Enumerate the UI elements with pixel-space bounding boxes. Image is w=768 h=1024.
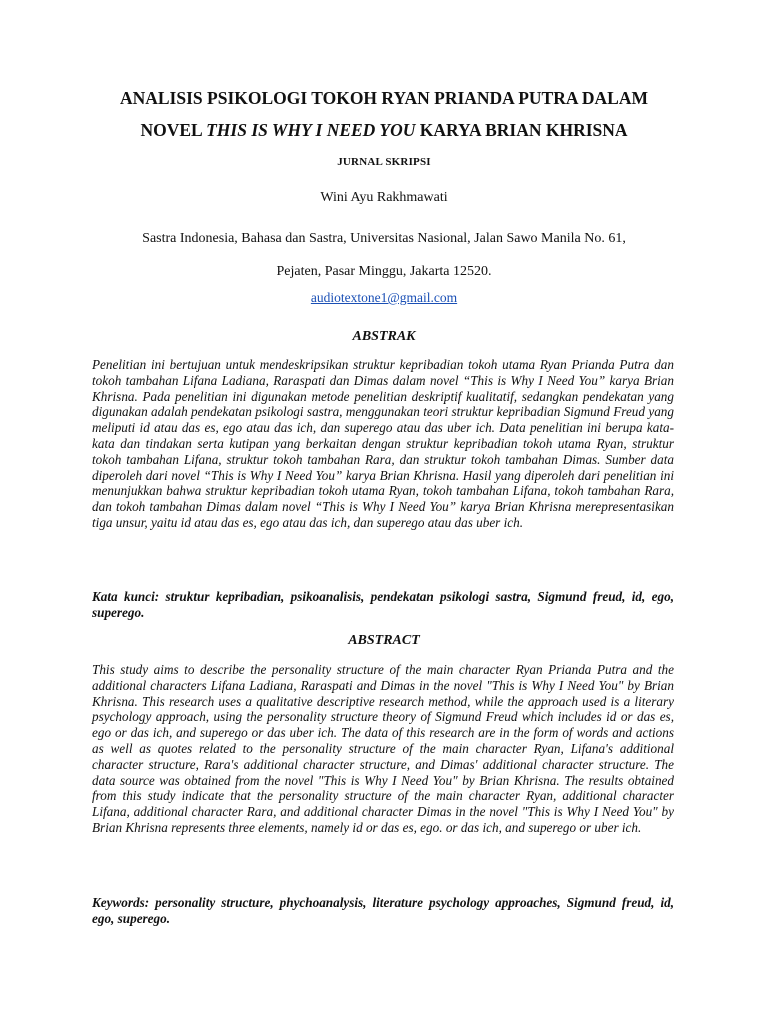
title-line-2 bbox=[60, 114, 708, 146]
title-novel-name: THIS IS WHY I NEED YOU bbox=[206, 120, 416, 140]
abstrak-heading: ABSTRAK bbox=[352, 329, 416, 344]
title-suffix: KARYA BRIAN KHRISNA bbox=[415, 120, 628, 140]
author-name: Wini Ayu Rakhmawati bbox=[320, 190, 448, 205]
keywords: Keywords: personality structure, phychoanalysis, literature psychology approaches, Sigmund freud, id, ego, superego. bbox=[92, 895, 674, 926]
title-line-1: ANALISIS PSIKOLOGI TOKOH RYAN PRIANDA PUTRA DALAM bbox=[119, 88, 649, 108]
affiliation-line-1: Sastra Indonesia, Bahasa dan Sastra, Universitas Nasional, Jalan Sawo Manila No. 61, bbox=[142, 231, 626, 246]
author-affiliation bbox=[90, 222, 678, 288]
abstrak-body: Penelitian ini bertujuan untuk mendeskripsikan struktur kepribadian tokoh utama Ryan Prianda Putra dan tokoh tambahan Lifana Ladiana, Raraspati dan Dimas dalam novel “This is Why I Need You” karya Brian Khrisna. Pada penelitian ini digunakan metode penelitian deskriptif kualitatif, sedangkan pendekatan yang digunakan adalah pendekatan psikologi sastra, menggunakan teori struktur kepribadian Sigmund Freud yang meliputi id atau das es, ego atau das ich, dan superego atau das uber ich. Data penelitian ini berupa kata-kata dan tindakan serta kutipan yang berkaitan dengan struktur kepribadian tokoh utama Ryan, struktur tokoh tambahan Lifana, struktur tokoh tambahan Rara, dan struktur tokoh tambahan Dimas. Sumber data diperoleh dari novel “This is Why I Need You” karya Brian Khrisna. Hasil yang diperoleh dari penelitian ini menunjukkan bahwa struktur kepribadian tokoh utama Ryan, tokoh tambahan Lifana, tokoh tambahan Rara, dan tokoh tambahan Dimas dalam novel “This is Why I Need You” karya Brian Khrisna merepresentasikan tiga unsur, yaitu id atau das es, ego atau das ich, dan superego atau das uber ich. bbox=[92, 357, 674, 530]
title-prefix: NOVEL bbox=[140, 120, 207, 140]
author-email bbox=[0, 290, 768, 306]
kata-kunci: Kata kunci: struktur kepribadian, psikoanalisis, pendekatan psikologi sastra, Sigmund freud, id, ego, superego. bbox=[92, 589, 674, 620]
abstract-heading: ABSTRACT bbox=[348, 633, 420, 648]
abstract-body: This study aims to describe the personality structure of the main character Ryan Prianda Putra and the additional characters Lifana Ladiana, Raraspati and Dimas in the novel "This is Why I Need You" by Brian Khrisna. This research uses a qualitative descriptive research method, while the approach used is a literary psychology approach, using the personality structure theory of Sigmund Freud which includes id or das es, ego or das ich, and superego or das uber ich. The data of this research are in the form of words and actions as well as quotes related to the personality structure of the main character Ryan, Lifana's additional character structure, Rara's additional character structure, and Dimas' additional character structure. The data source was obtained from the novel "This is Why I Need You" by Brian Khrisna. The results obtained from this study indicate that the personality structure of the main character Ryan, additional character Lifana, additional character Rara, and additional character Dimas in the novel "This is Why I Need You" by Brian Khrisna represents three elements, namely id or das es, ego. or das ich, and superego or uber ich. bbox=[92, 662, 674, 835]
document-type: JURNAL SKRIPSI bbox=[337, 156, 431, 168]
email-link[interactable]: audiotextone1@gmail.com bbox=[310, 290, 458, 305]
paper-title bbox=[60, 82, 708, 146]
affiliation-line-2: Pejaten, Pasar Minggu, Jakarta 12520. bbox=[276, 264, 492, 279]
